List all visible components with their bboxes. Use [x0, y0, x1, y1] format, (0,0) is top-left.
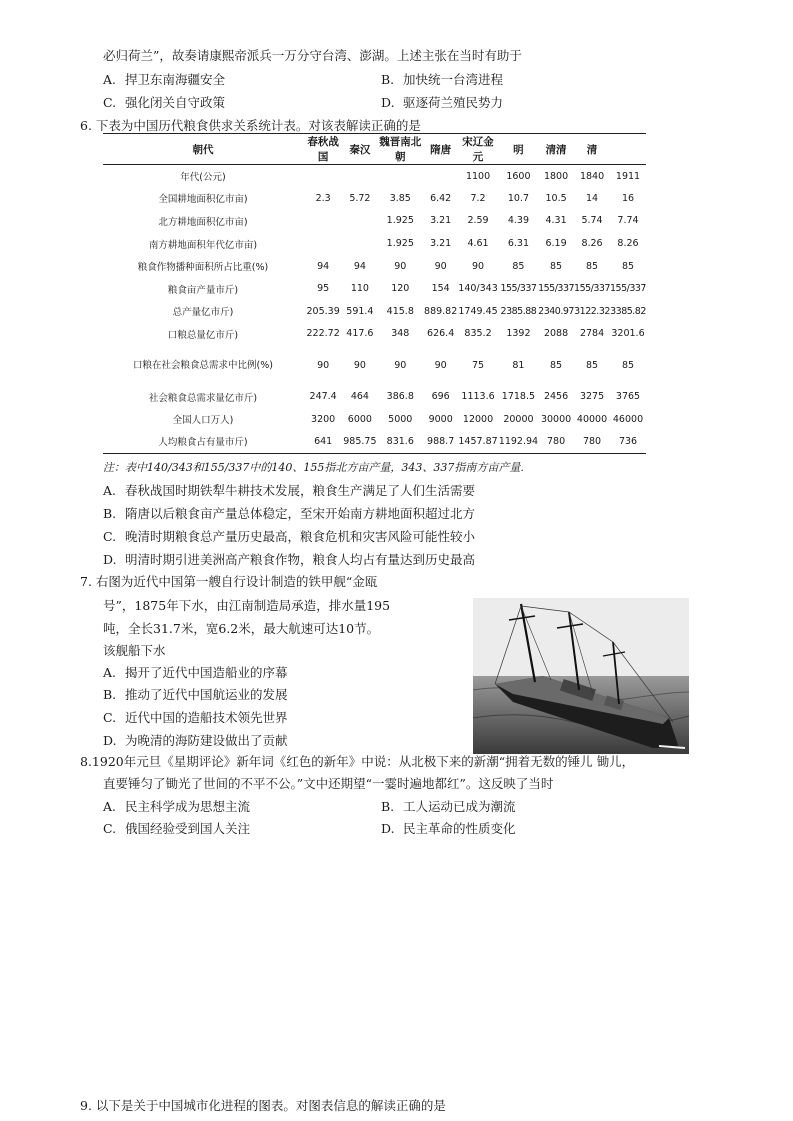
- table-cell: 889.82: [424, 305, 458, 317]
- q8-stem-line-1: 8.1920年元旦《星期评论》新年词《红色的新年》中说：从北极下来的新潮“拥着无数的锤儿 锄儿，: [80, 754, 635, 769]
- table-cell: 40000: [576, 413, 608, 425]
- table-cell: 5.72: [349, 192, 371, 204]
- table-cell: 155/337: [538, 283, 575, 295]
- q6-option-c: C. 晚清时期粮食总产量历史最高，粮食危机和灾害风险可能性较小: [103, 529, 476, 544]
- table-cell: [343, 165, 376, 188]
- table-cell: 16: [621, 192, 635, 204]
- row-label: 粮食作物播种面积所占比重(%): [137, 262, 269, 274]
- table-cell: 464: [350, 391, 369, 403]
- table-cell: 3200: [311, 413, 336, 425]
- q8-option-b: B. 工人运动已成为潮流: [381, 799, 516, 814]
- q8-option-c: C. 俄国经验受到国人关注: [103, 821, 251, 836]
- header-cell: 朝代: [192, 143, 214, 156]
- table-cell: 155/337: [574, 283, 611, 295]
- table-cell: 85: [621, 260, 635, 272]
- table-cell: [343, 232, 376, 255]
- table-cell: 75: [471, 359, 485, 371]
- table-cell: 6000: [347, 413, 372, 425]
- q5-stem: 必归荷兰”，故奏请康熙帝派兵一万分守台湾、澎湖。上述主张在当时有助于: [103, 48, 522, 63]
- row-label: 南方耕地面积年代亿市亩): [148, 239, 258, 251]
- ironclad-ship-photo: [473, 598, 689, 754]
- q5-option-b: B. 加快统一台湾进程: [381, 72, 504, 87]
- table-cell: 110: [350, 283, 369, 295]
- table-cell: 8.26: [581, 238, 603, 250]
- header-cell: 明: [513, 143, 524, 156]
- table-cell: 988.7: [427, 435, 455, 447]
- table-row: [103, 345, 646, 385]
- table-cell: 85: [512, 260, 525, 272]
- table-cell: 3201.6: [611, 328, 645, 340]
- table-cell: 985.75: [343, 435, 377, 447]
- table-cell: 155/337: [500, 283, 537, 295]
- grain-supply-table: [103, 133, 646, 454]
- table-row: [103, 408, 646, 431]
- q8-option-d: D. 民主革命的性质变化: [381, 821, 516, 836]
- table-cell: 1.925: [386, 215, 414, 227]
- table-cell: 4.61: [467, 238, 489, 250]
- header-cell: 清: [586, 143, 598, 156]
- q8-stem-line-2: 直要锤匀了锄光了世间的不平不公。”文中还期望“一霎时遍地都红”。这反映了当时: [103, 776, 554, 791]
- table-cell: 3275: [579, 391, 605, 403]
- table-cell: 94: [353, 260, 366, 272]
- table-cell: 626.4: [427, 328, 455, 340]
- table-cell: 417.6: [346, 328, 374, 340]
- table-cell: 780: [546, 435, 566, 447]
- table-cell: 85: [550, 260, 563, 272]
- table-row: [103, 210, 646, 233]
- table-cell: 7.2: [470, 192, 486, 204]
- table-cell: 831.6: [386, 435, 414, 447]
- table-cell: 46000: [612, 413, 644, 425]
- table-cell: 20000: [503, 413, 534, 425]
- table-cell: 94: [317, 260, 330, 272]
- q5-option-a: A. 捍卫东南海疆安全: [103, 72, 226, 87]
- row-label: 总产量亿市斤): [172, 307, 234, 319]
- row-label: 粮食亩产量市斤): [167, 284, 239, 296]
- table-cell: 4.31: [545, 215, 567, 227]
- table-cell: 81: [512, 359, 525, 371]
- table-cell: 6.31: [507, 238, 529, 250]
- table-cell: 95: [317, 283, 330, 295]
- table-cell: 2.3: [315, 192, 331, 204]
- table-cell: 85: [585, 260, 599, 272]
- table-row: [103, 323, 646, 346]
- table-cell: 2385.88: [500, 305, 537, 317]
- table-cell: 1911: [615, 170, 641, 182]
- table-cell: 1.925: [386, 238, 414, 250]
- q7-option-c: C. 近代中国的造船技术领先世界: [103, 710, 288, 725]
- row-label: 社会粮食总需求量亿市斤): [148, 392, 258, 404]
- table-cell: 1392: [506, 328, 531, 340]
- row-label: 北方耕地面积亿市亩): [158, 216, 248, 228]
- table-cell: 3765: [615, 391, 641, 403]
- row-label: 口粮在社会粮食总需求中比例(%): [133, 359, 273, 371]
- table-cell: 10.5: [545, 192, 567, 204]
- table-cell: [303, 210, 343, 233]
- row-label: 全国耕地面积亿市亩): [158, 194, 248, 206]
- table-cell: 90: [434, 359, 447, 371]
- q5-option-d: D. 驱逐荷兰殖民势力: [381, 95, 504, 110]
- table-cell: 90: [394, 260, 407, 272]
- table-cell: 9000: [428, 413, 453, 425]
- table-cell: 3.85: [389, 192, 411, 204]
- table-cell: 10.7: [507, 192, 529, 204]
- table-cell: 154: [431, 283, 450, 295]
- table-cell: 5000: [388, 413, 413, 425]
- table-cell: 1192.94: [498, 435, 539, 447]
- table-cell: 835.2: [464, 328, 492, 340]
- table-cell: 591.4: [346, 305, 374, 317]
- table-cell: 2456: [543, 391, 569, 403]
- table-cell: 780: [582, 435, 602, 447]
- table-row: [103, 165, 646, 188]
- table-cell: 12000: [462, 413, 494, 425]
- table-cell: 2340.97: [538, 305, 574, 317]
- table-cell: 1100: [465, 170, 491, 182]
- table-header-row: [103, 134, 646, 165]
- table-cell: 1600: [506, 170, 531, 182]
- table-cell: 90: [434, 260, 447, 272]
- table-cell: 85: [621, 359, 635, 371]
- table-cell: [424, 165, 457, 188]
- q5-option-c: C. 强化闭关自守政策: [103, 95, 226, 110]
- table-cell: 1800: [543, 170, 569, 182]
- table-cell: 6.19: [545, 238, 567, 250]
- table-note: 注：表中140/343和155/337中的140、155指北方亩产量，343、337指南方亩产量.: [103, 461, 524, 474]
- table-cell: 247.4: [309, 391, 337, 403]
- table-cell: 1840: [579, 170, 605, 182]
- table-cell: 348: [391, 328, 410, 340]
- q6-option-b: B. 隋唐以后粮食亩产量总体稳定，至宋开始南方耕地面积超过北方: [103, 506, 476, 521]
- table-row: [103, 300, 646, 323]
- ship-illustration: [473, 598, 689, 754]
- table-cell: [303, 165, 343, 188]
- table-cell: 641: [314, 435, 333, 447]
- table-row: [103, 430, 646, 453]
- table-cell: 415.8: [386, 305, 414, 317]
- header-cell: 秦汉: [349, 143, 371, 156]
- table-cell: 2.59: [467, 215, 489, 227]
- table-cell: [377, 165, 425, 188]
- q7-stem-line-1: 7. 右图为近代中国第一艘自行设计制造的铁甲舰“金瓯: [80, 574, 378, 589]
- table-cell: 1113.6: [461, 391, 495, 403]
- header-cell: 宋辽金元: [462, 136, 494, 163]
- table-cell: 736: [618, 435, 638, 447]
- table-cell: 140/343: [458, 283, 498, 295]
- q6-option-d: D. 明清时期引进美洲高产粮食作物，粮食人均占有量达到历史最高: [103, 552, 476, 567]
- table-cell: 85: [585, 359, 599, 371]
- table-cell: 4.39: [507, 215, 529, 227]
- table-cell: 85: [550, 359, 563, 371]
- table-cell: 3.21: [430, 238, 452, 250]
- table-cell: 2088: [543, 328, 569, 340]
- table-cell: 222.72: [306, 328, 340, 340]
- row-label: 口粮总量亿市斤): [167, 329, 239, 341]
- table-cell: 5.74: [581, 215, 603, 227]
- table-cell: 90: [471, 260, 485, 272]
- table-cell: 1749.45: [458, 305, 498, 317]
- q6-option-a: A. 春秋战国时期铁犁牛耕技术发展，粮食生产满足了人们生活需要: [103, 483, 476, 498]
- header-cell: 隋唐: [430, 143, 452, 156]
- table-cell: 7.74: [617, 215, 639, 227]
- q6-stem: 6. 下表为中国历代粮食供求关系统计表。对该表解读正确的是: [80, 118, 421, 133]
- row-label: 年代(公元): [180, 172, 226, 184]
- q7-stem-line-3: 吨，全长31.7米，宽6.2米，最大航速可达10节。: [103, 621, 380, 636]
- table-cell: 120: [391, 283, 410, 295]
- table-cell: 205.39: [306, 305, 340, 317]
- table-row: [103, 232, 646, 255]
- table-cell: 1718.5: [501, 391, 536, 403]
- table-cell: 6.42: [430, 192, 452, 204]
- table-cell: [343, 210, 376, 233]
- table-cell: 3.21: [430, 215, 452, 227]
- table-cell: 3385.82: [610, 305, 646, 317]
- q7-stem-line-4: 该舰船下水: [103, 643, 166, 658]
- table-cell: 30000: [540, 413, 572, 425]
- q8-option-a: A. 民主科学成为思想主流: [103, 799, 251, 814]
- q9-stem: 9. 以下是关于中国城市化进程的图表。对图表信息的解读正确的是: [80, 1098, 446, 1113]
- table-cell: 90: [317, 359, 330, 371]
- q7-stem-line-2: 号”，1875年下水，由江南制造局承造，排水量195: [103, 598, 391, 613]
- q7-option-d: D. 为晚清的海防建设做出了贡献: [103, 733, 288, 748]
- table-cell: 3122.32: [574, 305, 610, 317]
- header-cell: 春秋战国: [307, 136, 339, 163]
- header-cell: 魏晋南北朝: [379, 136, 422, 163]
- table-row: [103, 277, 646, 300]
- table-cell: 155/337: [610, 283, 646, 295]
- table-cell: [303, 232, 343, 255]
- table-cell: 8.26: [617, 238, 639, 250]
- table-cell: 386.8: [386, 391, 414, 403]
- table-cell: 14: [585, 192, 599, 204]
- table-row: [103, 385, 646, 408]
- table-row: [103, 187, 646, 210]
- table-cell: 1457.87: [458, 435, 498, 447]
- table-cell: 696: [431, 391, 450, 403]
- table-row: [103, 255, 646, 278]
- table-cell: 90: [394, 359, 407, 371]
- table-cell: 90: [353, 359, 366, 371]
- table-cell: 2784: [579, 328, 605, 340]
- q7-option-a: A. 揭开了近代中国造船业的序幕: [103, 665, 288, 680]
- row-label: 人均粮食占有量市斤): [158, 437, 248, 449]
- row-label: 全国人口万人): [172, 415, 234, 427]
- header-cell: 清清: [545, 143, 567, 156]
- q7-option-b: B. 推动了近代中国航运业的发展: [103, 687, 288, 702]
